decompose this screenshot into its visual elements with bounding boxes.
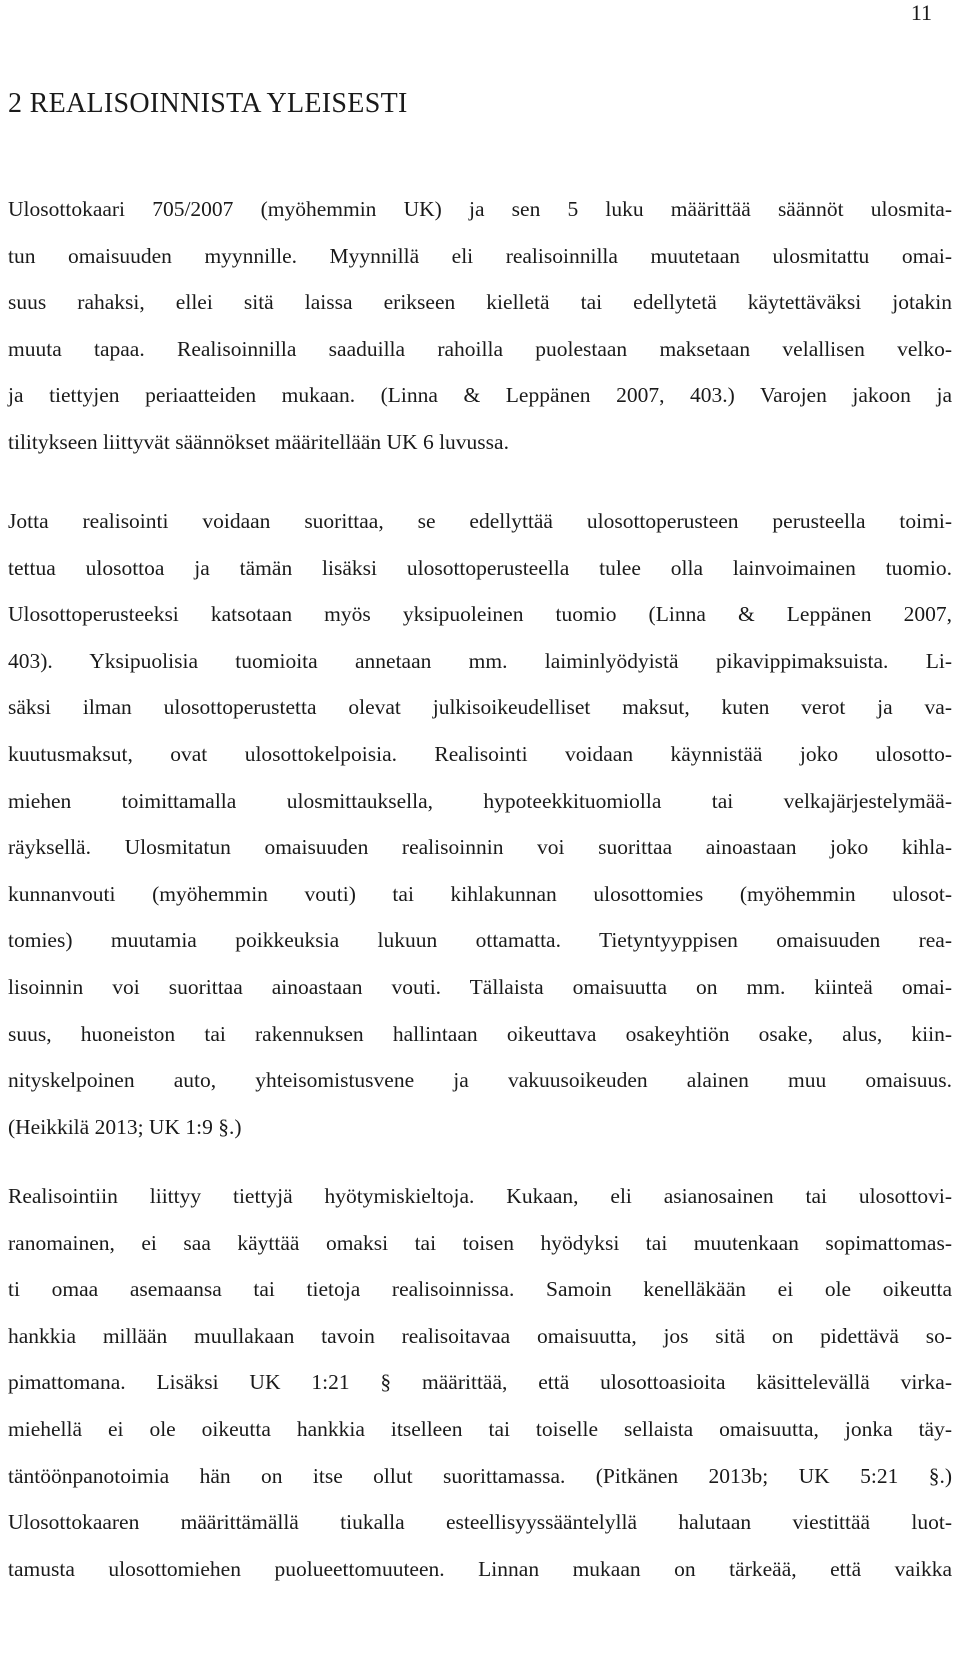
text-line: pimattomana. Lisäksi UK 1:21 § määrittää, että ulosottoasioita käsittelevällä virka- <box>8 1370 952 1395</box>
text-line: suus, huoneiston tai rakennuksen hallintaan oikeuttava osakeyhtiön osake, alus, kiin- <box>8 1021 952 1046</box>
text-line: hankkia millään muullakaan tavoin realisoitavaa omaisuutta, jos sitä on pidettävä so- <box>8 1323 952 1348</box>
text-line: Realisointiin liittyy tiettyjä hyötymiskieltoja. Kukaan, eli asianosainen tai ulosottovi- <box>8 1184 952 1208</box>
text-line: lisoinnin voi suorittaa ainoastaan vouti. Tällaista omaisuutta on mm. kiinteä omai- <box>8 974 952 999</box>
text-line: tun omaisuuden myynnille. Myynnillä eli realisoinnilla muutetaan ulosmitattu omai- <box>8 243 952 268</box>
text-line: kunnanvouti (myöhemmin vouti) tai kihlakunnan ulosottomies (myöhemmin ulosot- <box>8 881 952 906</box>
text-line: tilitykseen liittyvät säännökset määritellään UK 6 luvussa. <box>8 429 509 454</box>
text-line: ranomainen, ei saa käyttää omaksi tai toisen hyödyksi tai muutenkaan sopimattomas- <box>8 1230 952 1255</box>
text-line: Ulosottokaari 705/2007 (myöhemmin UK) ja sen 5 luku määrittää säännöt ulosmita- <box>8 197 952 221</box>
text-line: 403). Yksipuolisia tuomioita annetaan mm. laiminlyödyistä pikavippimaksuista. Li- <box>8 648 952 673</box>
text-line: nityskelpoinen auto, yhteisomistusvene ja vakuusoikeuden alainen muu omaisuus. <box>8 1068 952 1093</box>
text-line: muuta tapaa. Realisoinnilla saaduilla rahoilla puolestaan maksetaan velallisen velko- <box>8 336 952 361</box>
text-line: tomies) muutamia poikkeuksia lukuun ottamatta. Tietyntyyppisen omaisuuden rea- <box>8 928 952 953</box>
text-line: kuutusmaksut, ovat ulosottokelpoisia. Realisointi voidaan käynnistää joko ulosotto- <box>8 741 952 766</box>
page-number: 11 <box>910 0 932 25</box>
section-heading: 2 REALISOINNISTA YLEISESTI <box>8 88 408 119</box>
text-line: ja tiettyjen periaatteiden mukaan. (Linna & Leppänen 2007, 403.) Varojen jakoon ja <box>8 383 952 408</box>
text-line: Ulosottoperusteeksi katsotaan myös yksipuoleinen tuomio (Linna & Leppänen 2007, <box>8 602 952 627</box>
text-line: ti omaa asemaansa tai tietoja realisoinnissa. Samoin kenelläkään ei ole oikeutta <box>8 1277 952 1302</box>
text-line: tettua ulosottoa ja tämän lisäksi ulosottoperusteella tulee olla lainvoimainen tuomio. <box>8 555 952 580</box>
text-line: säksi ilman ulosottoperustetta olevat julkisoikeudelliset maksut, kuten verot ja va- <box>8 695 952 720</box>
text-line: miehen toimittamalla ulosmittauksella, hypoteekkituomiolla tai velkajärjestelymää- <box>8 788 952 813</box>
text-line: Jotta realisointi voidaan suorittaa, se edellyttää ulosottoperusteen perusteella toimi- <box>8 509 952 533</box>
text-line: tamusta ulosottomiehen puolueettomuuteen. Linnan mukaan on tärkeää, että vaikka <box>8 1556 952 1581</box>
text-line: suus rahaksi, ellei sitä laissa erikseen kielletä tai edellytetä käytettäväksi jotakin <box>8 290 952 315</box>
text-line: räyksellä. Ulosmitatun omaisuuden realisoinnin voi suorittaa ainoastaan joko kihla- <box>8 835 952 860</box>
text-line: täntöönpanotoimia hän on itse ollut suorittamassa. (Pitkänen 2013b; UK 5:21 §.) <box>8 1463 952 1488</box>
paragraph-3 <box>8 1173 952 1592</box>
text-line: Ulosottokaaren määrittämällä tiukalla esteellisyyssääntelyllä halutaan viestittää luot- <box>8 1510 952 1535</box>
text-line: miehellä ei ole oikeutta hankkia itselleen tai toiselle sellaista omaisuutta, jonka täy- <box>8 1416 952 1441</box>
paragraph-2 <box>8 498 952 1150</box>
text-line: (Heikkilä 2013; UK 1:9 §.) <box>8 1114 242 1139</box>
paragraph-1 <box>8 186 952 466</box>
